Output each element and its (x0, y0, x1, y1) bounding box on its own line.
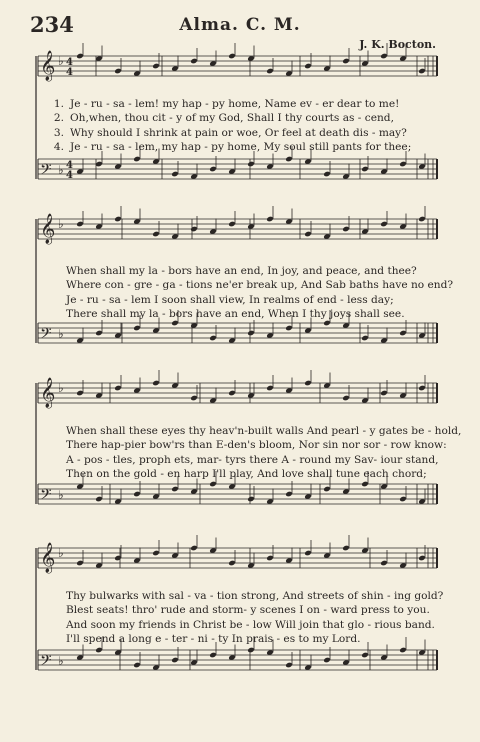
lyric-line (40, 589, 444, 603)
lyric-text: Where con - gre - ga - tions ne'er break up, And Sab baths have no end? (66, 279, 454, 292)
verse-number: 1. (53, 98, 64, 110)
lyric-line (40, 467, 440, 481)
bass-clef-icon: 𝄢 (40, 486, 52, 507)
lyric-text: Blest seats! thro' rude and storm- y scenes I on - ward press to you. (66, 604, 430, 617)
lyric-text: And soon my friends in Christ be - low Will join that glo - rious band. (66, 618, 435, 631)
lyric-text: When shall my la - bors have an end, In joy, and peace, and thee? (66, 265, 417, 277)
lyric-line (40, 424, 462, 438)
composer-credit: J. K. Bocton. (359, 38, 436, 51)
lyric-line (40, 293, 440, 307)
flat-icon: ♭ (58, 381, 64, 395)
time-signature: 4 (66, 160, 73, 171)
lyric-line (40, 278, 454, 292)
verse-number: 4. (53, 140, 64, 153)
page-number: 234 (30, 12, 74, 37)
flat-icon: ♭ (58, 488, 64, 502)
treble-clef-icon: 𝄞 (40, 378, 56, 408)
lyric-line (40, 632, 440, 646)
lyric-text: There hap-pier bow'rs than E-den's bloom, Nor sin nor sor - row know: (66, 439, 447, 452)
lyric-line (40, 264, 440, 278)
lyric-line (40, 603, 440, 617)
lyric-text: Je - ru - sa - lem, my hap - py home, My soul still pants for thee; (70, 140, 412, 153)
treble-clef-icon: 𝄞 (40, 543, 56, 573)
lyric-text: Je - ru - sa - lem! my hap - py home, Name ev - er dear to me! (70, 98, 400, 110)
lyric-line (40, 126, 440, 140)
verse-number: 3. (53, 126, 64, 139)
lyric-line (40, 97, 440, 111)
time-signature: 4 (66, 57, 73, 68)
bass-clef-icon: 𝄢 (40, 325, 52, 346)
flat-icon: ♭ (58, 54, 64, 68)
treble-clef-icon: 𝄞 (40, 214, 56, 244)
lyric-line (40, 140, 440, 154)
flat-icon: ♭ (58, 217, 64, 231)
lyric-text: Oh,when, thou cit - y of my God, Shall I thy courts as - cend, (70, 112, 394, 125)
lyric-text: I'll spend a long e - ter - ni - ty In prais - es to my Lord. (66, 632, 361, 645)
flat-icon: ♭ (58, 163, 64, 177)
lyrics-system-3 (40, 424, 462, 481)
bass-clef-icon: 𝄢 (40, 161, 52, 182)
lyric-text: When shall these eyes thy heav'n-built walls And pearl - y gates be - hold, (66, 425, 462, 437)
lyric-text: A - pos - tles, proph ets, mar- tyrs there A - round my Sav- iour stand, (66, 453, 439, 466)
lyric-line (40, 618, 440, 632)
verse-number: 2. (53, 112, 64, 125)
time-signature: 4 (66, 170, 73, 181)
flat-icon: ♭ (58, 546, 64, 560)
bass-clef-icon: 𝄢 (40, 652, 52, 673)
time-signature: 4 (66, 67, 73, 78)
flat-icon: ♭ (58, 327, 64, 341)
lyric-line (40, 307, 440, 321)
lyric-text: Thy bulwarks with sal - va - tion strong, And streets of shin - ing gold? (66, 590, 444, 602)
lyric-text: Why should I shrink at pain or woe, Or feel at death dis - may? (70, 126, 407, 139)
lyric-text: There shall my la - bors have an end, When I thy joys shall see. (66, 307, 405, 320)
lyric-line (40, 438, 447, 452)
lyrics-system-1 (40, 97, 440, 154)
lyric-text: Then on the gold - en harp I'll play, And love shall tune each chord; (66, 467, 427, 480)
lyric-line (40, 111, 440, 125)
hymn-title: Alma. C. M. (179, 15, 301, 35)
lyric-text: Je - ru - sa - lem I soon shall view, In realms of end - less day; (66, 293, 394, 306)
flat-icon: ♭ (58, 654, 64, 668)
lyrics-system-4 (40, 589, 444, 646)
lyrics-system-2 (40, 264, 454, 321)
lyric-line (40, 453, 440, 467)
treble-clef-icon: 𝄞 (40, 51, 56, 81)
